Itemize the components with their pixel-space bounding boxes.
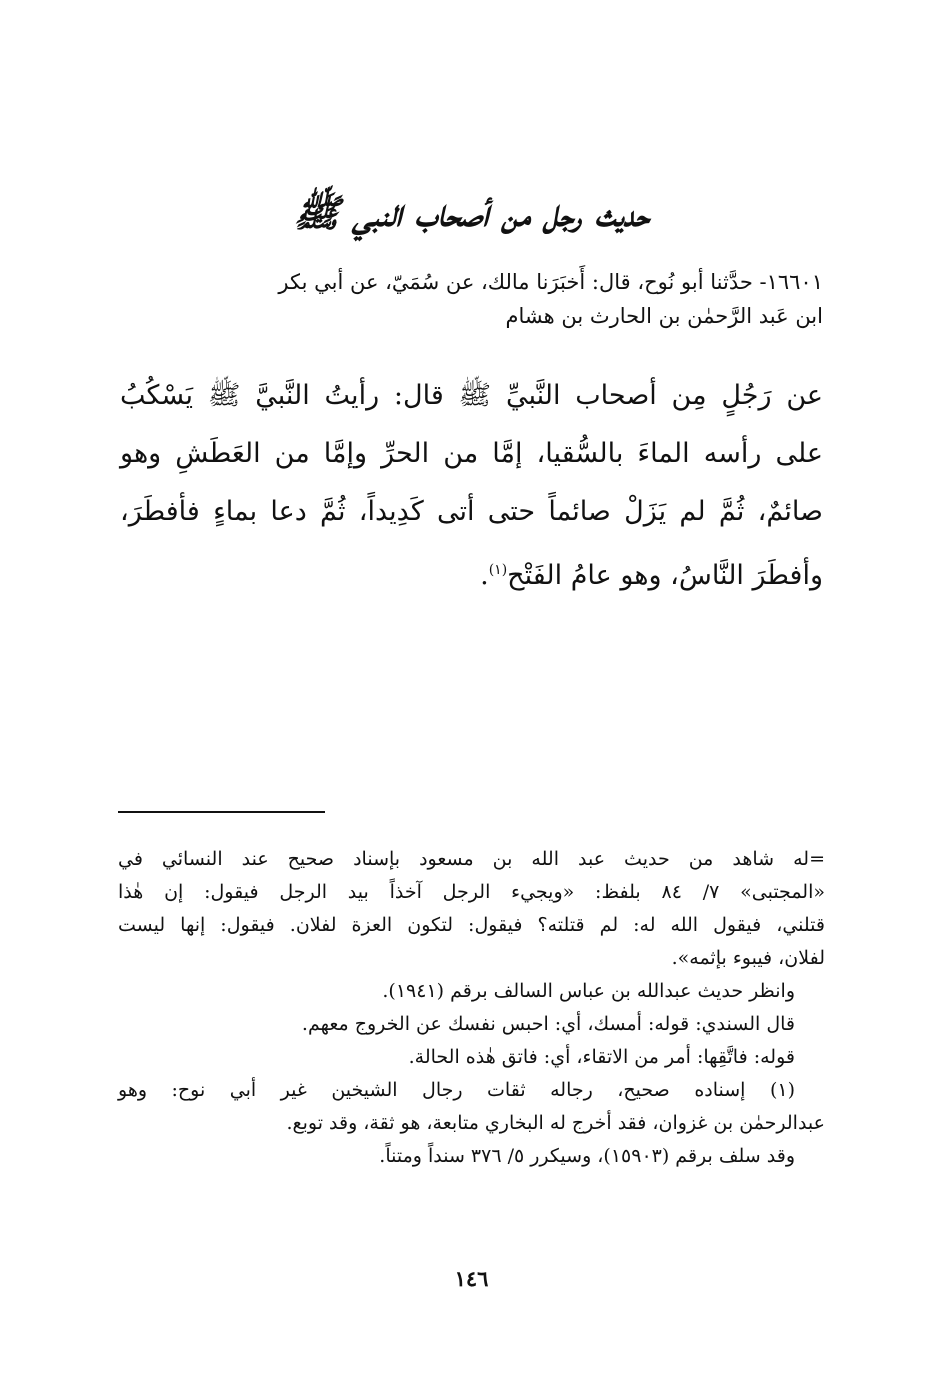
hadith-line-last: [120, 541, 823, 605]
footnote-line: وقد سلف برقم (١٥٩٠٣)، وسيكرر ٥/ ٣٧٦ سنداً ومتناً.: [379, 1145, 795, 1167]
hadith-line: على رأسه الماءَ بالسُّقيا، إمَّا من الحرِّ وإمَّا من العَطَشِ وهو: [120, 438, 823, 469]
footnote-line: «المجتبى» ٧/ ٨٤ بلفظ: «ويجيء الرجل آخذاً بيد الرجل فيقول: إن هٰذا: [118, 881, 825, 903]
footnote-separator: [118, 811, 325, 813]
footnote-marker: (١): [488, 562, 508, 578]
hadith-line-end: .: [480, 560, 489, 591]
hadith-line: عن رَجُلٍ مِن أصحاب النَّبيِّ ﷺ قال: رأيتُ النَّبيَّ ﷺ يَسْكُبُ: [120, 380, 823, 411]
hadith-line-text: وأفطَرَ النَّاسُ، وهو عامُ الفَتْح: [507, 560, 823, 591]
isnad-line: ١٦٦٠١- حدَّثنا أبو نُوح، قال: أَخبَرَنا مالك، عن سُمَيّ، عن أبي بكر: [278, 270, 823, 294]
footnote-line: لفلان، فيبوء بإثمه».: [671, 947, 825, 969]
footnotes: [118, 843, 825, 1173]
chapter-title: حديث رجل من أصحاب النبي ﷺ: [293, 190, 650, 235]
footnote-line: قوله: فاتَّقِها: أمر من الاتقاء، أي: فاتق هٰذه الحالة.: [408, 1046, 795, 1068]
isnad-block: [120, 265, 823, 333]
footnote-line: عبدالرحمٰن بن غزوان، فقد أخرج له البخاري متابعة، هو ثقة، وقد توبع.: [286, 1112, 825, 1134]
footnote-line: قتلني، فيقول الله له: لم قتلته؟ فيقول: لتكون العزة لفلان. فيقول: إنها ليست: [118, 914, 825, 936]
page-number: ١٤٦: [454, 1266, 489, 1291]
footnote-line: =له شاهد من حديث عبد الله بن مسعود بإسناد صحيح عند النسائي في: [118, 848, 825, 870]
hadith-text: [120, 367, 823, 605]
hadith-line: صائمٌ، ثُمَّ لم يَزَلْ صائماً حتى أتى كَدِيداً، ثُمَّ دعا بماءٍ فأفطَرَ،: [120, 496, 823, 527]
footnote-line: وانظر حديث عبدالله بن عباس السالف برقم (١٩٤١).: [382, 980, 795, 1002]
footnote-line: قال السندي: قوله: أمسك، أي: احبس نفسك عن الخروج معهم.: [301, 1013, 795, 1035]
isnad-line: ابن عَبد الرَّحمٰن بن الحارث بن هشام: [505, 304, 823, 328]
footnote-line: (١) إسناده صحيح، رجاله ثقات رجال الشيخين غير أبي نوح: وهو: [118, 1079, 795, 1101]
